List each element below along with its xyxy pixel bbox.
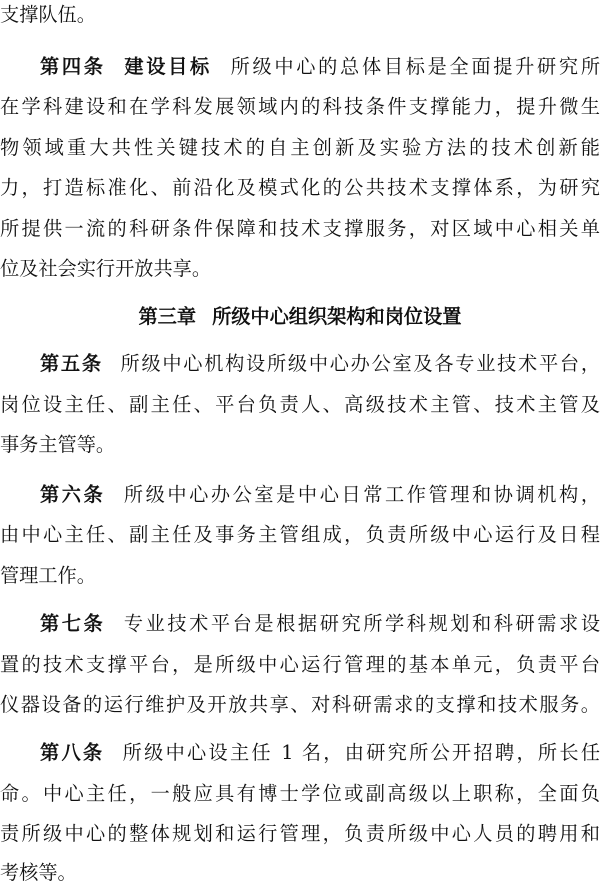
article-4-text: 力，打造标准化、前沿化及模式化的公共技术支撑体系，为研究 [0,176,600,199]
article-8-line-3 [0,814,600,854]
article-4-text: 所提供一流的科研条件保障和技术支撑服务，对区域中心相关单 [0,217,600,240]
article-7-line-1 [40,604,600,644]
article-7-line-3 [0,685,600,725]
article-8-text: 所级中心设主任 1 名，由研究所公开招聘，所长任 [120,741,600,764]
article-5-text: 所级中心机构设所级中心办公室及各专业技术平台， [118,352,600,375]
article-8-line-4 [0,853,600,893]
article-5-text: 事务主管等。 [0,433,116,456]
article-4-title: 建设目标 [121,55,212,78]
article-8-text: 命。中心主任，一般应具有博士学位或副高级以上职称，全面负 [0,782,600,805]
article-4-line-2 [0,87,600,127]
chapter-3-title: 所级中心组织架构和岗位设置 [212,305,462,328]
article-8-line-2 [0,774,600,814]
article-7-text: 仪器设备的运行维护及开放共享、对科研需求的支撑和技术服务。 [0,693,600,716]
article-6-line-2 [0,515,600,555]
article-5-line-1 [40,344,600,384]
article-5-line-3 [0,425,600,465]
article-4-line-5 [0,209,600,249]
article-4-label: 第四条 [40,55,106,78]
article-4-text: 位及社会实行开放共享。 [0,257,212,280]
article-7-text: 专业技术平台是根据研究所学科规划和科研需求设 [121,612,600,635]
article-4-text: 在学科建设和在学科发展领域内的科技条件支撑能力，提升微生 [0,95,600,118]
article-6-line-1 [40,475,600,515]
article-8-text: 责所级中心的整体规划和运行管理，负责所级中心人员的聘用和 [0,822,600,845]
article-7-label: 第七条 [40,612,106,635]
chapter-3-label: 第三章 [138,305,197,328]
article-5-line-2 [0,385,600,425]
article-4-line-1 [40,47,600,87]
article-7-text: 置的技术支撑平台，是所级中心运行管理的基本单元，负责平台 [0,653,600,676]
intro-fragment [0,0,600,35]
article-8-text: 考核等。 [0,861,77,884]
article-4-line-6 [0,249,600,289]
article-6-text: 所级中心办公室是中心日常工作管理和协调机构， [121,483,600,506]
article-5-label: 第五条 [40,352,103,375]
article-8-line-1 [40,733,600,773]
article-8-label: 第八条 [40,741,105,764]
article-4-line-4 [0,168,600,208]
article-7-line-2 [0,645,600,685]
intro-fragment-text: 支撑队伍。 [0,3,96,26]
chapter-3-heading [0,297,600,337]
article-4-text: 物领域重大共性关键技术的自主创新及实验方法的技术创新能 [0,136,600,159]
article-4-line-3 [0,128,600,168]
article-6-label: 第六条 [40,483,106,506]
article-6-text: 由中心主任、副主任及事务主管组成，负责所级中心运行及日程 [0,523,600,546]
article-4-text: 所级中心的总体目标是全面提升研究所 [227,55,600,78]
article-6-line-3 [0,556,600,596]
article-6-text: 管理工作。 [0,564,96,587]
article-5-text: 岗位设主任、副主任、平台负责人、高级技术主管、技术主管及 [0,393,600,416]
